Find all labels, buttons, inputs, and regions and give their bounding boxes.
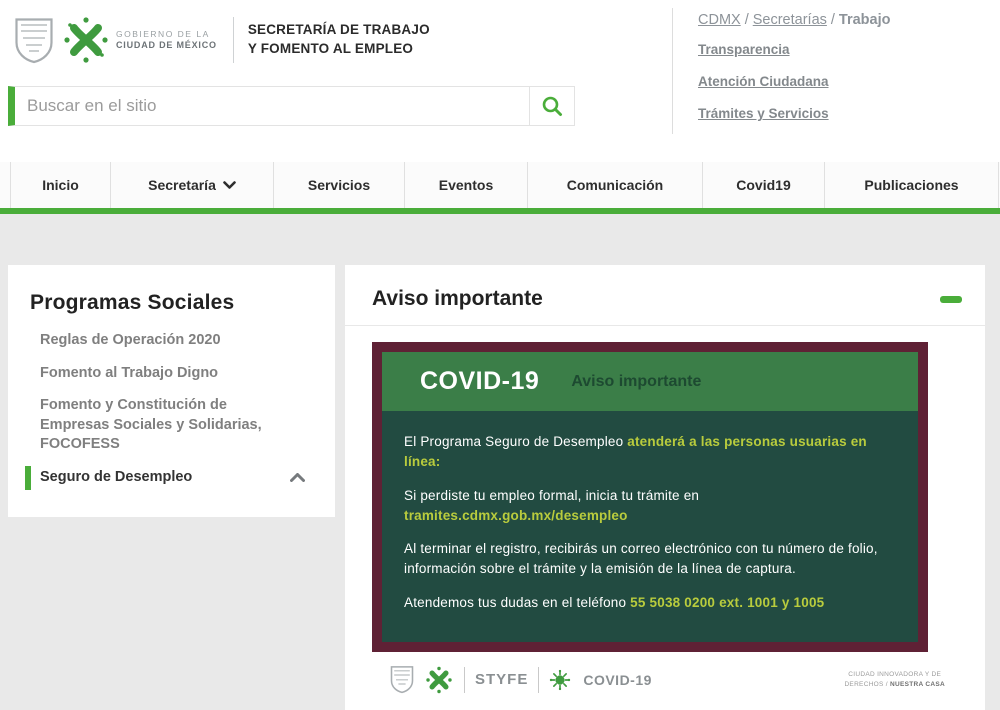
site-header: [0, 0, 1000, 162]
city-tagline: [844, 670, 945, 690]
sidebar-item-reglas-operacion[interactable]: Reglas de Operación 2020: [40, 332, 221, 348]
search-icon: [541, 95, 563, 117]
breadcrumb-separator: /: [744, 12, 749, 28]
nav-label: Covid19: [736, 177, 791, 193]
card-header: [345, 265, 985, 326]
nav-item-secretaria[interactable]: [110, 162, 273, 208]
nav-label: Publicaciones: [864, 177, 959, 193]
chevron-up-icon: [290, 473, 305, 482]
nav-item-publicaciones[interactable]: [824, 162, 999, 208]
search-button[interactable]: [530, 86, 575, 126]
paragraph-highlight: atenderá a las personas usuarias en línea:: [404, 434, 867, 470]
sidebar-item-fomento-trabajo[interactable]: Fomento al Trabajo Digno: [40, 364, 219, 381]
breadcrumb-link-cdmx[interactable]: CDMX: [698, 12, 741, 28]
paragraph-text: Atendemos tus dudas en el teléfono: [404, 594, 631, 610]
active-indicator-bar: [25, 466, 31, 490]
collapse-minus-icon[interactable]: [940, 296, 962, 303]
secretaria-title: [248, 21, 430, 59]
sidebar-item-seguro-desempleo[interactable]: [40, 468, 305, 488]
paragraph-text: Al terminar el registro, recibirás un correo electrónico con tu número de folio, información sobre el trámite y la emisión de la línea de captura.: [404, 541, 878, 577]
nav-label: Comunicación: [566, 177, 664, 193]
cdmx-knot-icon: [424, 665, 454, 695]
site-search: [8, 86, 575, 126]
search-input[interactable]: [8, 86, 530, 126]
sidebar-programas-sociales: [8, 265, 335, 517]
nav-item-covid19[interactable]: [702, 162, 824, 208]
nav-item-comunicacion[interactable]: [527, 162, 702, 208]
covid-wordmark: COVID-19: [583, 671, 652, 688]
content-area: [0, 214, 1000, 710]
nav-item-servicios[interactable]: [273, 162, 404, 208]
covid-banner-subtitle: Aviso importante: [571, 372, 702, 390]
breadcrumb-current: Trabajo: [838, 12, 891, 28]
breadcrumb-link-secretarias[interactable]: Secretarías: [752, 12, 827, 28]
tagline-bold: NUESTRA CASA: [890, 680, 945, 688]
breadcrumb: [698, 12, 891, 28]
tagline-pre: DERECHOS /: [844, 680, 890, 688]
footer-divider: [464, 667, 465, 693]
link-transparencia[interactable]: Transparencia: [698, 42, 790, 57]
covid-banner-body: [382, 411, 918, 642]
banner-footer: [345, 652, 985, 710]
breadcrumb-separator: /: [830, 12, 835, 28]
covid-banner: [372, 342, 928, 652]
covid-badge: COVID-19: [420, 367, 540, 395]
tagline-line1: CIUDAD INNOVADORA Y DE: [848, 671, 942, 678]
aviso-importante-card: [345, 265, 985, 710]
banner-paragraph: [404, 432, 888, 473]
sidebar-item-focofess[interactable]: Fomento y Constitución de Empresas Sociales y Solidarias, FOCOFESS: [40, 397, 262, 453]
styfe-wordmark: STYFE: [475, 671, 529, 689]
gobierno-line2: CIUDAD DE MÉXICO: [116, 39, 217, 50]
banner-paragraph: [404, 593, 888, 613]
footer-divider: [538, 667, 539, 693]
tagline-line2: [844, 680, 945, 690]
nav-label: Servicios: [307, 177, 371, 193]
secretaria-line1: SECRETARÍA DE TRABAJO: [247, 22, 430, 38]
banner-paragraph: [404, 539, 888, 580]
gobierno-line1: GOBIERNO DE LA: [116, 29, 210, 40]
link-atencion-ciudadana[interactable]: Atención Ciudadana: [698, 74, 829, 89]
covid-banner-header: [382, 352, 918, 411]
nav-label: Inicio: [42, 177, 79, 193]
cdmx-shield-icon: [14, 17, 54, 64]
footer-logos: [390, 665, 652, 695]
cdmx-shield-icon: [390, 665, 414, 694]
main-nav: [0, 162, 1000, 214]
virus-icon: [549, 669, 571, 691]
cdmx-knot-icon: [60, 14, 112, 66]
nav-item-inicio[interactable]: [10, 162, 110, 208]
sidebar-title: Programas Sociales: [30, 291, 235, 314]
phone-number: 55 5038 0200 ext. 1001 y 1005: [630, 594, 825, 610]
brand-divider: [233, 17, 234, 63]
secretaria-line2: Y FOMENTO AL EMPLEO: [247, 41, 414, 56]
nav-label: Eventos: [438, 177, 494, 193]
header-right-column: [672, 8, 891, 134]
banner-paragraph: [404, 486, 888, 527]
link-tramites-servicios[interactable]: Trámites y Servicios: [698, 106, 829, 121]
chevron-down-icon: [223, 181, 236, 189]
paragraph-text: El Programa Seguro de Desempleo: [404, 434, 628, 449]
tramites-link[interactable]: tramites.cdmx.gob.mx/desempleo: [404, 507, 628, 523]
sidebar-item-label: Seguro de Desempleo: [40, 468, 193, 485]
nav-label: Secretaría: [148, 177, 216, 193]
card-title: Aviso importante: [372, 287, 543, 310]
paragraph-text: Si perdiste tu empleo formal, inicia tu trámite en: [404, 487, 700, 503]
nav-item-eventos[interactable]: [404, 162, 527, 208]
gobierno-wordmark: [116, 29, 217, 51]
